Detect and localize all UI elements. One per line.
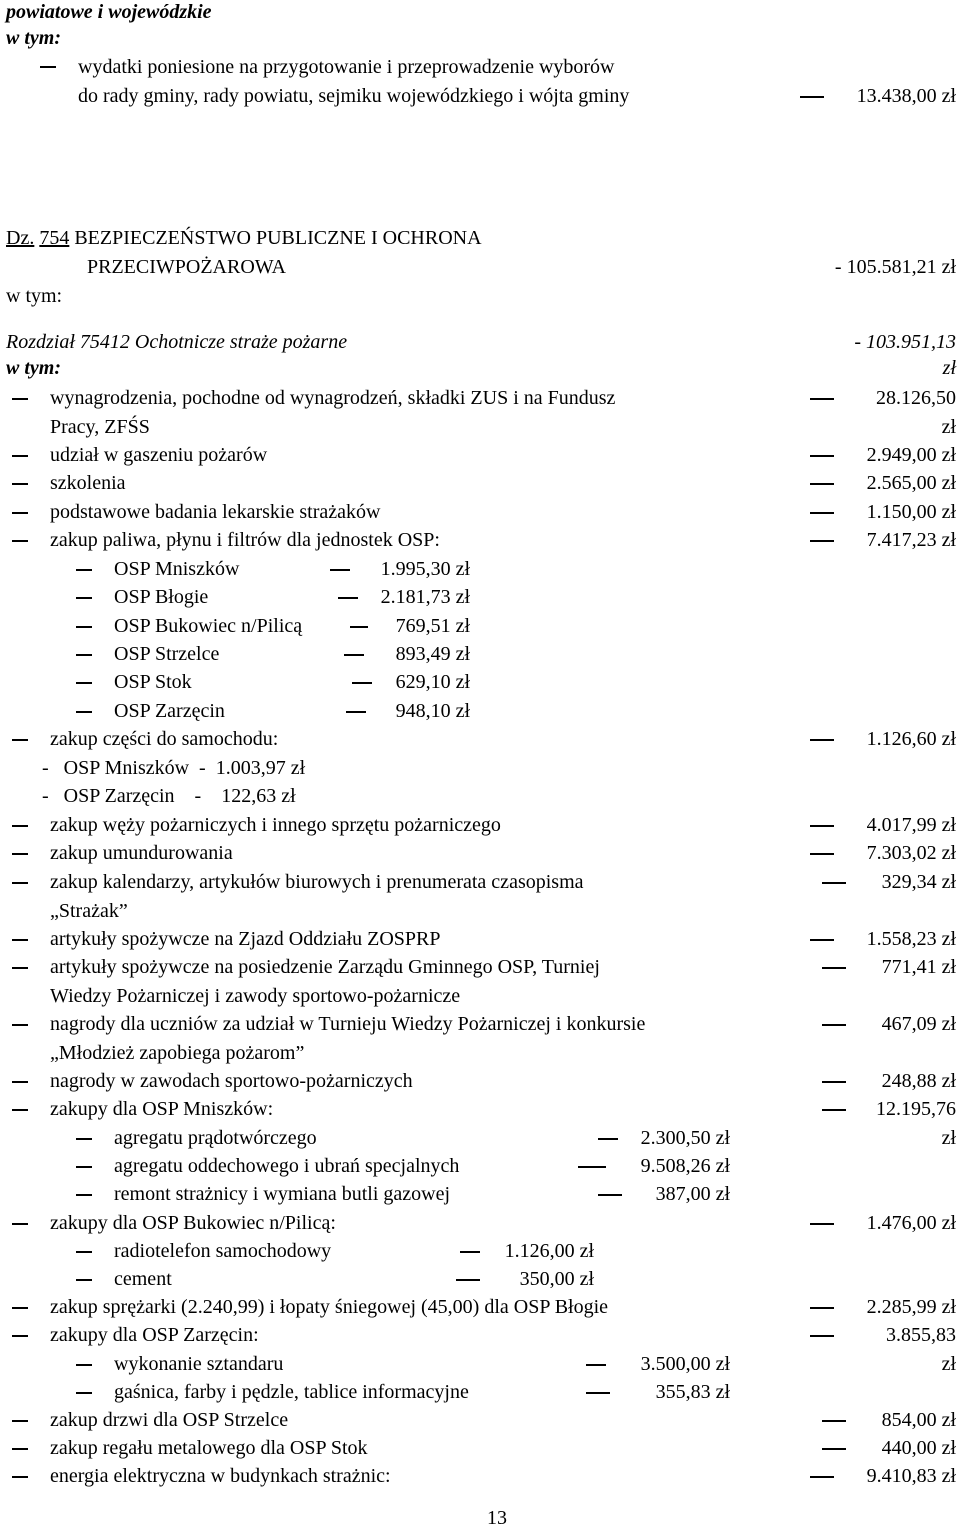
subitem-czesci-mniszkow: - OSP Mniszków - 1.003,97 zł: [42, 757, 306, 779]
elections-amount: 13.438,00 zł: [856, 85, 956, 107]
dash-bullet: [76, 1251, 92, 1253]
w-tym-label: w tym:: [6, 357, 61, 379]
item-zakupy-bukowiec: zakupy dla OSP Bukowiec n/Pilicą:: [50, 1212, 336, 1234]
item-zakupy-zarzecin-amount-line2: zł: [941, 1353, 956, 1375]
dash-bullet: [12, 1081, 28, 1083]
dash-bullet: [76, 682, 92, 684]
subitem-remont: remont strażnicy i wymiana butli gazowej: [114, 1183, 451, 1205]
dash-bullet: [76, 626, 92, 628]
item-wynagrodzenia-line1: wynagrodzenia, pochodne od wynagrodzeń, składki ZUS i na Fundusz: [50, 387, 616, 409]
elections-item-line1: wydatki poniesione na przygotowanie i przeprowadzenie wyborów: [78, 56, 615, 78]
dash-bullet: [12, 398, 28, 400]
subitem-osp-mniszkow-amount: 1.995,30 zł: [380, 558, 470, 580]
dash-bullet: [810, 398, 834, 400]
item-drzwi: zakup drzwi dla OSP Strzelce: [50, 1409, 289, 1431]
dash-bullet: [76, 1392, 92, 1394]
item-weze-amount: 4.017,99 zł: [866, 814, 956, 836]
item-zjazd-amount: 1.558,23 zł: [866, 928, 956, 950]
dash-bullet: [810, 739, 834, 741]
dash-bullet: [822, 967, 846, 969]
dash-bullet: [12, 540, 28, 542]
dash-bullet: [76, 569, 92, 571]
chapter-amount-line1: - 103.951,13: [854, 331, 956, 353]
dash-bullet: [76, 1166, 92, 1168]
dash-bullet: [456, 1279, 480, 1281]
dash-bullet: [822, 1024, 846, 1026]
item-regal-amount: 440,00 zł: [881, 1437, 956, 1459]
w-tym-label: w tym:: [6, 285, 63, 307]
item-badania: podstawowe badania lekarskie strażaków: [50, 501, 381, 523]
item-weze: zakup węży pożarniczych i innego sprzętu pożarniczego: [50, 814, 501, 836]
dash-bullet: [76, 1138, 92, 1140]
subitem-osp-blogie-amount: 2.181,73 zł: [380, 586, 470, 608]
elections-item-line2: do rady gminy, rady powiatu, sejmiku wojewódzkiego i wójta gminy: [78, 85, 630, 107]
dash-bullet: [810, 1223, 834, 1225]
dash-bullet: [76, 597, 92, 599]
dash-bullet: [586, 1392, 610, 1394]
item-posiedzenie-line2: Wiedzy Pożarniczej i zawody sportowo-pożarnicze: [50, 985, 461, 1007]
item-zakupy-mniszkow-amount-line2: zł: [941, 1127, 956, 1149]
subitem-sztandar: wykonanie sztandaru: [114, 1353, 284, 1375]
section-title-line1: BEZPIECZEŃSTWO PUBLICZNE I OCHRONA: [69, 227, 482, 249]
dash-bullet: [12, 1223, 28, 1225]
dash-bullet: [12, 853, 28, 855]
item-badania-amount: 1.150,00 zł: [866, 501, 956, 523]
item-zakupy-mniszkow: zakupy dla OSP Mniszków:: [50, 1098, 274, 1120]
subitem-osp-strzelce: OSP Strzelce: [114, 643, 220, 665]
item-kalendarze-line2: „Strażak”: [50, 900, 128, 922]
dash-bullet: [800, 96, 824, 98]
section-title-line2: PRZECIWPOŻAROWA: [87, 256, 286, 278]
dash-bullet: [76, 1364, 92, 1366]
item-wynagrodzenia-amount-line2: zł: [941, 416, 956, 438]
dash-bullet: [822, 1448, 846, 1450]
item-zakupy-zarzecin-amount-line1: 3.855,83: [886, 1324, 956, 1346]
dash-bullet: [586, 1364, 606, 1366]
subitem-agregat-pradotworczy: agregatu prądotwórczego: [114, 1127, 317, 1149]
dash-bullet: [598, 1138, 618, 1140]
item-gaszenie: udział w gaszeniu pożarów: [50, 444, 268, 466]
dash-bullet: [12, 1024, 28, 1026]
dash-bullet: [810, 1307, 834, 1309]
dash-bullet: [810, 939, 834, 941]
item-energia: energia elektryczna w budynkach strażnic:: [50, 1465, 391, 1487]
dash-bullet: [12, 825, 28, 827]
item-nagrody-uczniow-amount: 467,09 zł: [881, 1013, 956, 1035]
dash-bullet: [12, 1448, 28, 1450]
item-sprezarki-amount: 2.285,99 zł: [866, 1296, 956, 1318]
dash-bullet: [810, 512, 834, 514]
item-zjazd: artykuły spożywcze na Zjazd Oddziału ZOSPRP: [50, 928, 441, 950]
item-nagrody-zawody: nagrody w zawodach sportowo-pożarniczych: [50, 1070, 413, 1092]
item-szkolenia-amount: 2.565,00 zł: [866, 472, 956, 494]
item-kalendarze-line1: zakup kalendarzy, artykułów biurowych i prenumerata czasopisma: [50, 871, 584, 893]
subitem-osp-blogie: OSP Błogie: [114, 586, 209, 608]
dash-bullet: [12, 512, 28, 514]
item-kalendarze-amount: 329,34 zł: [881, 871, 956, 893]
subitem-agregat-oddechowy: agregatu oddechowego i ubrań specjalnych: [114, 1155, 460, 1177]
subitem-radiotelefon-amount: 1.126,00 zł: [504, 1240, 594, 1262]
item-sprezarki: zakup sprężarki (2.240,99) i łopaty śniegowej (45,00) dla OSP Błogie: [50, 1296, 609, 1318]
chapter-amount-line2: zł: [942, 357, 956, 379]
item-zakupy-mniszkow-amount-line1: 12.195,76: [876, 1098, 956, 1120]
dash-bullet: [810, 825, 834, 827]
item-posiedzenie-line1: artykuły spożywcze na posiedzenie Zarządu Gminnego OSP, Turniej: [50, 956, 600, 978]
item-nagrody-uczniow-line2: „Młodzież zapobiega pożarom”: [50, 1042, 305, 1064]
subitem-agregat-pradotworczy-amount: 2.300,50 zł: [640, 1127, 730, 1149]
dash-bullet: [822, 882, 846, 884]
dash-bullet: [810, 1335, 834, 1337]
item-regal: zakup regału metalowego dla OSP Stok: [50, 1437, 368, 1459]
dash-bullet: [460, 1251, 480, 1253]
subitem-osp-stok-amount: 629,10 zł: [395, 671, 470, 693]
section-continuation-heading: powiatowe i wojewódzkie: [6, 1, 212, 23]
section-amount: - 105.581,21 zł: [834, 256, 956, 278]
subitem-osp-zarzecin: OSP Zarzęcin: [114, 700, 225, 722]
item-drzwi-amount: 854,00 zł: [881, 1409, 956, 1431]
item-posiedzenie-amount: 771,41 zł: [881, 956, 956, 978]
item-nagrody-zawody-amount: 248,88 zł: [881, 1070, 956, 1092]
item-wynagrodzenia-amount-line1: 28.126,50: [876, 387, 956, 409]
subitem-radiotelefon: radiotelefon samochodowy: [114, 1240, 332, 1262]
dash-bullet: [12, 1307, 28, 1309]
section-heading: [6, 226, 482, 250]
dash-bullet: [12, 882, 28, 884]
dash-bullet: [76, 1279, 92, 1281]
item-paliwa: zakup paliwa, płynu i filtrów dla jednostek OSP:: [50, 529, 440, 551]
item-zakupy-zarzecin: zakupy dla OSP Zarzęcin:: [50, 1324, 259, 1346]
dash-bullet: [76, 1194, 92, 1196]
section-code: Dz.: [6, 227, 35, 249]
item-energia-amount: 9.410,83 zł: [866, 1465, 956, 1487]
item-gaszenie-amount: 2.949,00 zł: [866, 444, 956, 466]
dash-bullet: [12, 739, 28, 741]
subitem-osp-bukowiec: OSP Bukowiec n/Pilicą: [114, 615, 303, 637]
w-tym-label: w tym:: [6, 27, 61, 49]
page-number: 13: [487, 1507, 507, 1529]
subitem-osp-stok: OSP Stok: [114, 671, 192, 693]
dash-bullet: [822, 1420, 846, 1422]
dash-bullet: [12, 1335, 28, 1337]
dash-bullet: [598, 1194, 622, 1196]
dash-bullet: [578, 1166, 606, 1168]
section-number: 754: [39, 227, 70, 249]
dash-bullet: [12, 939, 28, 941]
item-zakupy-bukowiec-amount: 1.476,00 zł: [866, 1212, 956, 1234]
dash-bullet: [810, 455, 834, 457]
dash-bullet: [338, 597, 358, 599]
dash-bullet: [810, 540, 834, 542]
dash-bullet: [346, 711, 366, 713]
subitem-czesci-zarzecin: - OSP Zarzęcin - 122,63 zł: [42, 785, 296, 807]
dash-bullet: [352, 682, 372, 684]
subitem-osp-mniszkow: OSP Mniszków: [114, 558, 240, 580]
subitem-gasnica: gaśnica, farby i pędzle, tablice informacyjne: [114, 1381, 469, 1403]
item-umundurowania: zakup umundurowania: [50, 842, 233, 864]
dash-bullet: [344, 654, 364, 656]
item-paliwa-amount: 7.417,23 zł: [866, 529, 956, 551]
dash-bullet: [12, 1109, 28, 1111]
dash-bullet: [350, 626, 368, 628]
dash-bullet: [40, 66, 56, 68]
subitem-gasnica-amount: 355,83 zł: [655, 1381, 730, 1403]
dash-bullet: [810, 1476, 834, 1478]
chapter-heading: Rozdział 75412 Ochotnicze straże pożarne: [6, 331, 348, 353]
subitem-cement: cement: [114, 1268, 172, 1290]
dash-bullet: [76, 654, 92, 656]
subitem-osp-bukowiec-amount: 769,51 zł: [395, 615, 470, 637]
dash-bullet: [12, 483, 28, 485]
item-wynagrodzenia-line2: Pracy, ZFŚS: [50, 416, 150, 438]
item-umundurowania-amount: 7.303,02 zł: [866, 842, 956, 864]
subitem-sztandar-amount: 3.500,00 zł: [640, 1353, 730, 1375]
dash-bullet: [330, 569, 350, 571]
subitem-remont-amount: 387,00 zł: [655, 1183, 730, 1205]
dash-bullet: [12, 1420, 28, 1422]
dash-bullet: [12, 967, 28, 969]
subitem-agregat-oddechowy-amount: 9.508,26 zł: [640, 1155, 730, 1177]
subitem-osp-zarzecin-amount: 948,10 zł: [395, 700, 470, 722]
dash-bullet: [12, 1476, 28, 1478]
dash-bullet: [12, 455, 28, 457]
dash-bullet: [822, 1081, 846, 1083]
dash-bullet: [810, 853, 834, 855]
subitem-osp-strzelce-amount: 893,49 zł: [395, 643, 470, 665]
subitem-cement-amount: 350,00 zł: [519, 1268, 594, 1290]
dash-bullet: [810, 483, 834, 485]
dash-bullet: [76, 711, 92, 713]
dash-bullet: [822, 1109, 846, 1111]
item-czesci-amount: 1.126,60 zł: [866, 728, 956, 750]
item-czesci: zakup części do samochodu:: [50, 728, 279, 750]
item-nagrody-uczniow-line1: nagrody dla uczniów za udział w Turnieju Wiedzy Pożarniczej i konkursie: [50, 1013, 646, 1035]
item-szkolenia: szkolenia: [50, 472, 126, 494]
